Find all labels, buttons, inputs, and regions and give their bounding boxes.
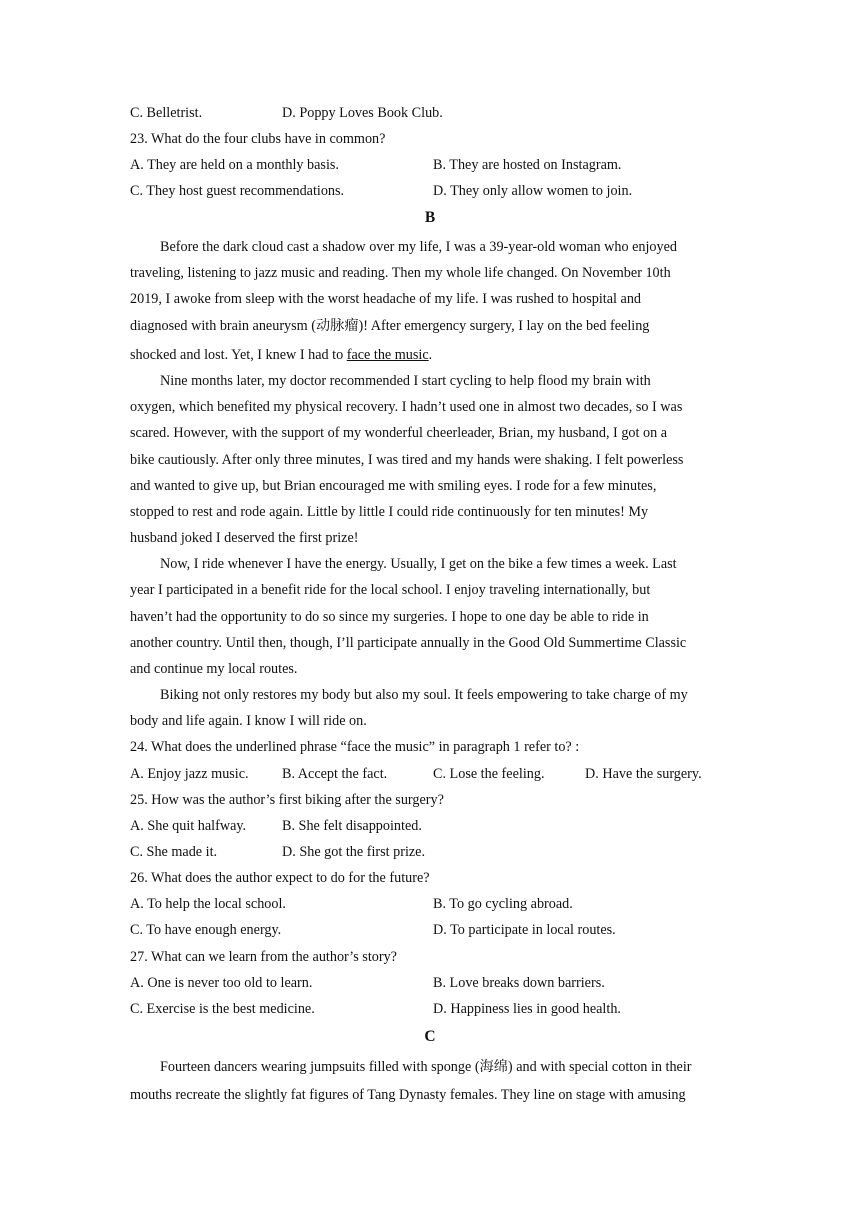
passage-b-p3-line: year I participated in a benefit ride for the local school. I enjoy traveling internationally, but <box>130 582 651 598</box>
text-run: . <box>428 347 433 363</box>
section-b-heading: B <box>424 209 436 226</box>
passage-b-p2-line: scared. However, with the support of my wonderful cheerleader, Brian, my husband, I got on a <box>130 425 668 441</box>
passage-b-p2-line: oxygen, which benefited my physical recovery. I hadn’t used one in almost two decades, so I was <box>130 399 683 415</box>
passage-b-p4-line: body and life again. I know I will ride on. <box>130 713 367 729</box>
passage-b-p1-last-line <box>130 346 432 364</box>
passage-b-p3-line: and continue my local routes. <box>130 661 298 677</box>
passage-b-p2-line: and wanted to give up, but Brian encouraged me with smiling eyes. I rode for a few minutes, <box>130 478 657 494</box>
q25-stem: 25. How was the author’s first biking after the surgery? <box>130 792 444 808</box>
q24-option-c: C. Lose the feeling. <box>433 766 545 782</box>
passage-b-p1-line: Before the dark cloud cast a shadow over my life, I was a 39-year-old woman who enjoyed <box>160 239 677 255</box>
q24-option-b: B. Accept the fact. <box>282 766 388 782</box>
passage-b-p1-line: diagnosed with brain aneurysm (动脉瘤)! After emergency surgery, I lay on the bed feeling <box>130 318 650 334</box>
q26-option-a: A. To help the local school. <box>130 896 286 912</box>
passage-b-p1-line: 2019, I awoke from sleep with the worst headache of my life. I was rushed to hospital and <box>130 291 642 307</box>
passage-b-p2-line: stopped to rest and rode again. Little by little I could ride continuously for ten minutes! My <box>130 504 649 520</box>
passage-c-p1-line: Fourteen dancers wearing jumpsuits filled with sponge (海绵) and with special cotton in their <box>160 1059 692 1075</box>
passage-b-p4-line: Biking not only restores my body but also my soul. It feels empowering to take charge of my <box>160 687 688 703</box>
q23-option-b: B. They are hosted on Instagram. <box>433 157 622 173</box>
q24-stem: 24. What does the underlined phrase “face the music” in paragraph 1 refer to? : <box>130 739 580 755</box>
q26-stem: 26. What does the author expect to do for the future? <box>130 870 430 886</box>
q27-option-c: C. Exercise is the best medicine. <box>130 1001 315 1017</box>
passage-b-p3-line: another country. Until then, though, I’ll participate annually in the Good Old Summertime Classic <box>130 635 687 651</box>
passage-b-p3-line: Now, I ride whenever I have the energy. Usually, I get on the bike a few times a week. Last <box>160 556 677 572</box>
passage-b-p3-line: haven’t had the opportunity to do so since my surgeries. I hope to one day be able to ride in <box>130 609 649 625</box>
passage-b-p2-line: husband joked I deserved the first prize! <box>130 530 359 546</box>
q27-option-a: A. One is never too old to learn. <box>130 975 313 991</box>
q23-stem: 23. What do the four clubs have in common? <box>130 131 386 147</box>
q27-option-b: B. Love breaks down barriers. <box>433 975 605 991</box>
text-run: shocked and lost. Yet, I knew I had to <box>130 347 347 363</box>
q24-option-a: A. Enjoy jazz music. <box>130 766 249 782</box>
passage-b-p1-line: traveling, listening to jazz music and reading. Then my whole life changed. On November 10th <box>130 265 671 281</box>
q26-option-b: B. To go cycling abroad. <box>433 896 573 912</box>
q26-option-d: D. To participate in local routes. <box>433 922 616 938</box>
q22-option-d: D. Poppy Loves Book Club. <box>282 105 443 121</box>
q25-option-a: A. She quit halfway. <box>130 818 247 834</box>
q23-option-d: D. They only allow women to join. <box>433 183 633 199</box>
q27-option-d: D. Happiness lies in good health. <box>433 1001 621 1017</box>
passage-b-p2-line: bike cautiously. After only three minutes, I was tired and my hands were shaking. I felt powerless <box>130 452 684 468</box>
q25-option-d: D. She got the first prize. <box>282 844 426 860</box>
passage-c-p1-line: mouths recreate the slightly fat figures of Tang Dynasty females. They line on stage with amusing <box>130 1087 686 1103</box>
q25-option-b: B. She felt disappointed. <box>282 818 422 834</box>
q23-option-a: A. They are held on a monthly basis. <box>130 157 339 173</box>
q24-option-d: D. Have the surgery. <box>585 766 702 782</box>
underlined-phrase: face the music <box>346 347 429 363</box>
passage-b-p2-line: Nine months later, my doctor recommended I start cycling to help flood my brain with <box>160 373 651 389</box>
q22-option-c: C. Belletrist. <box>130 105 203 121</box>
q25-option-c: C. She made it. <box>130 844 218 860</box>
q26-option-c: C. To have enough energy. <box>130 922 282 938</box>
q23-option-c: C. They host guest recommendations. <box>130 183 345 199</box>
q27-stem: 27. What can we learn from the author’s story? <box>130 949 397 965</box>
section-c-heading: C <box>424 1028 436 1045</box>
